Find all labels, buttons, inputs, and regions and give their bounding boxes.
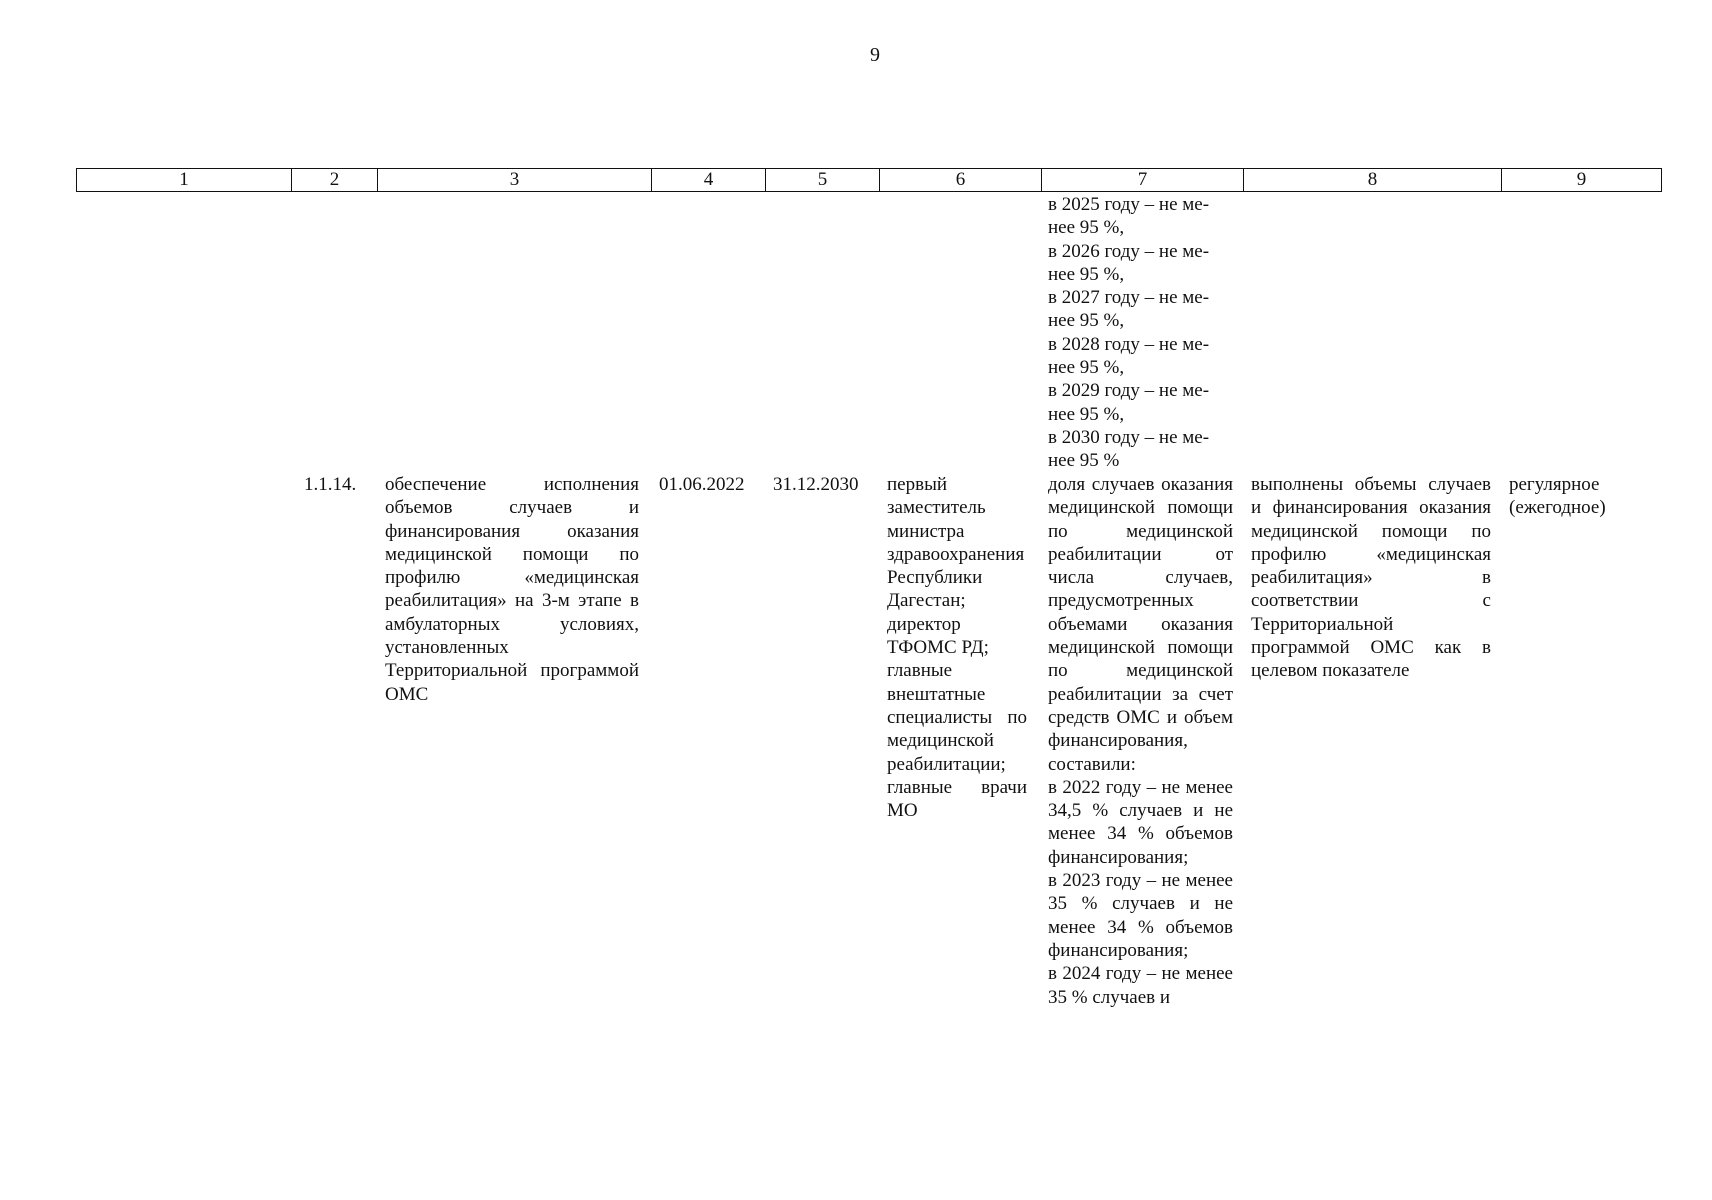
periodicity: регулярное (ежегодное) [1509, 474, 1606, 519]
header-col-6: 6 [880, 169, 1042, 191]
header-col-8: 8 [1244, 169, 1502, 191]
table-header-row [76, 168, 1662, 192]
end-date: 31.12.2030 [773, 474, 859, 495]
header-col-4: 4 [652, 169, 766, 191]
indicator-continuation: в 2025 году – не ме- нее 95 %, в 2026 году – не ме- нее 95 %, в 2027 году – не ме- нее 95 %, в 2028 году – не ме- нее 95 %, в 2029 году – не ме- нее 95 %, в 2030 году – не ме- нее 95 % [1048, 194, 1210, 472]
responsible-persons: первый заместитель министра здравоохранения Республики Дагестан; директор ТФОМС РД; главные внештатные специалисты по медицинской реабилитации; главные врачи МО [887, 474, 1027, 822]
header-col-7: 7 [1042, 169, 1244, 191]
expected-result: выполнены объемы случаев и финансирования оказания медицинской помощи по профилю «медицинская реабилитация» в соответствии с Территориальной программой ОМС как в целевом показателе [1251, 474, 1491, 682]
header-col-2: 2 [292, 169, 378, 191]
page-number: 9 [870, 44, 880, 66]
header-col-9: 9 [1576, 169, 1587, 190]
header-col-5: 5 [766, 169, 880, 191]
measure-text: обеспечение исполнения объемов случаев и финансирования оказания медицинской помощи по профилю «медицинская реабилитация» на 3-м этапе в амбулаторных условиях, установленных Территориальной программой ОМС [385, 474, 639, 705]
header-col-1: 1 [77, 169, 292, 191]
target-indicator: доля случаев оказания медицинской помощи по медицинской реабилитации от числа случаев, предусмотренных объемами оказания медицинской помощи по медицинской реабилитации за счет средств ОМС и объем финансирования, составили: в 2022 году – не менее 34,5 % случаев и не менее 34 % объемов финансирования; в 2023 году – не менее 35 % случаев и не менее 34 % объемов финансирования; в 2024 году – не менее 35 % случаев и [1048, 474, 1233, 1008]
start-date: 01.06.2022 [659, 474, 745, 495]
row-number: 1.1.14. [304, 474, 357, 495]
header-col-3: 3 [378, 169, 652, 191]
